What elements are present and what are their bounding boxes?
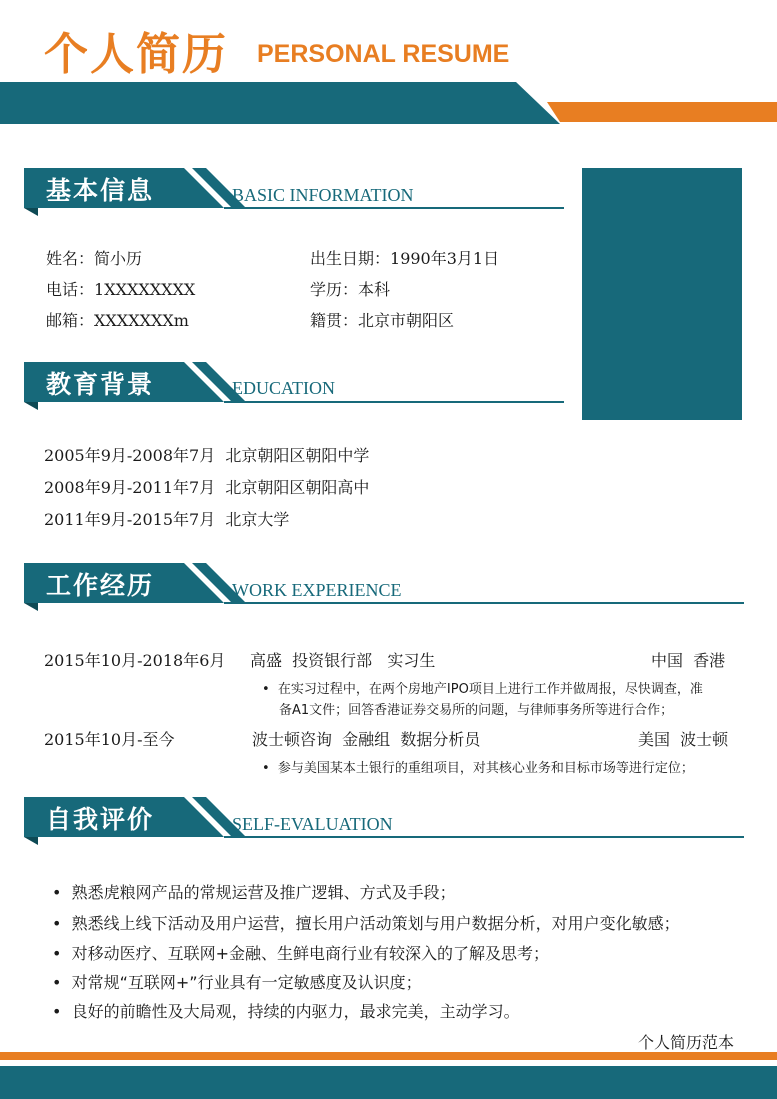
field-email: 邮箱：XXXXXXXm bbox=[46, 311, 189, 330]
self-item: • 对移动医疗、互联网+金融、生鲜电商行业有较深入的了解及思考； bbox=[52, 944, 550, 963]
job-role: 波士顿咨询 金融组 数据分析员 bbox=[252, 730, 481, 749]
job-bullet: • 在实习过程中，在两个房地产IPO项目上进行工作并做周报，尽快调查，准 bbox=[262, 682, 703, 697]
footer-orange-bar bbox=[0, 1052, 777, 1060]
footer-note: 个人简历范本 bbox=[638, 1033, 735, 1052]
resume-title: 个人简历 bbox=[44, 29, 228, 80]
job-bullet: • 参与美国某本土银行的重组项目，对其核心业务和目标市场等进行定位； bbox=[262, 761, 694, 776]
field-origin: 籍贯：北京市朝阳区 bbox=[310, 311, 455, 330]
job-bullet: 备A1文件；回答香港证券交易所的问题，与律师事务所等进行合作； bbox=[279, 703, 674, 718]
self-item: • 熟悉虎粮网产品的常规运营及推广逻辑、方式及手段； bbox=[52, 883, 456, 902]
section-title-education: 教育背景 bbox=[46, 370, 155, 399]
job-role: 高盛 投资银行部 实习生 bbox=[250, 651, 436, 670]
section-title-work-en: WORK EXPERIENCE bbox=[232, 580, 402, 600]
header-banner bbox=[0, 80, 777, 126]
section-title-work: 工作经历 bbox=[46, 571, 155, 600]
self-item: • 对常规“互联网+”行业具有一定敏感度及认识度； bbox=[52, 973, 422, 992]
section-title-education-en: EDUCATION bbox=[232, 378, 335, 398]
resume-title-en: PERSONAL RESUME bbox=[257, 40, 510, 68]
footer-teal-bar bbox=[0, 1066, 777, 1099]
field-education: 学历：本科 bbox=[310, 280, 391, 299]
photo-placeholder bbox=[582, 168, 742, 420]
field-phone: 电话：1XXXXXXXX bbox=[46, 280, 196, 299]
section-title-self-en: SELF-EVALUATION bbox=[232, 814, 393, 834]
job-period: 2015年10月-2018年6月 bbox=[44, 651, 226, 670]
field-name: 姓名：简小历 bbox=[46, 249, 143, 268]
job-location: 美国 波士顿 bbox=[638, 730, 729, 749]
section-title-self: 自我评价 bbox=[46, 805, 155, 834]
education-item: 2005年9月-2008年7月 北京朝阳区朝阳中学 bbox=[44, 446, 370, 465]
self-item: • 熟悉线上线下活动及用户运营，擅长用户活动策划与用户数据分析，对用户变化敏感； bbox=[52, 914, 680, 933]
job-location: 中国 香港 bbox=[651, 651, 726, 670]
job-period: 2015年10月-至今 bbox=[44, 730, 175, 749]
section-title-basic-en: BASIC INFORMATION bbox=[232, 185, 414, 205]
education-item: 2011年9月-2015年7月 北京大学 bbox=[44, 510, 290, 529]
field-birth: 出生日期：1990年3月1日 bbox=[310, 249, 500, 268]
education-item: 2008年9月-2011年7月 北京朝阳区朝阳高中 bbox=[44, 478, 370, 497]
self-item: • 良好的前瞻性及大局观，持续的内驱力，最求完美，主动学习。 bbox=[52, 1002, 520, 1021]
section-title-basic: 基本信息 bbox=[46, 176, 155, 205]
